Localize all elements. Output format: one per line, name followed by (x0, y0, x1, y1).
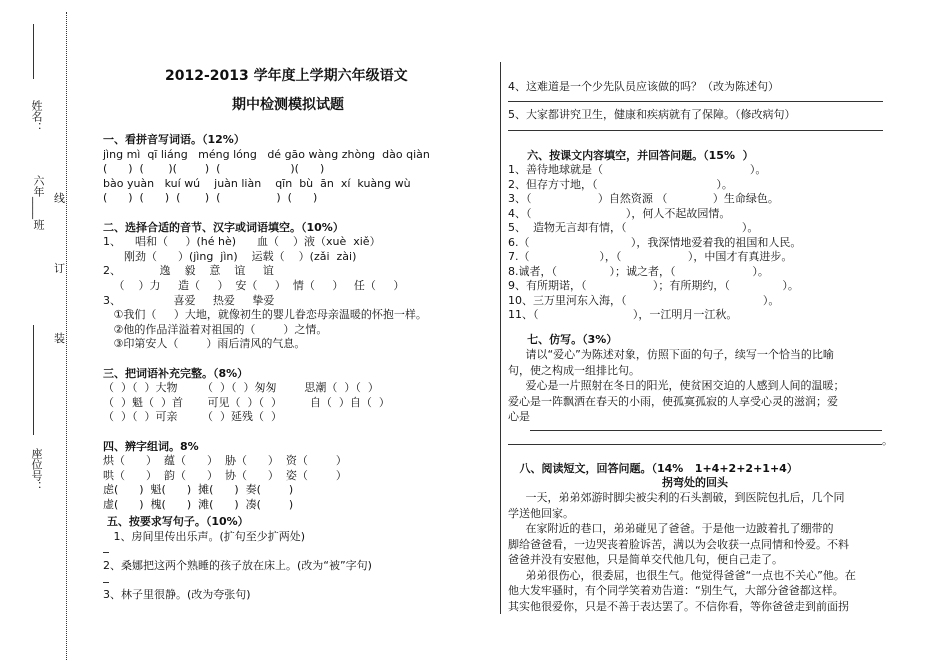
section8-line: 脚给爸爸看，一边哭丧着脸诉苦，满以为会收获一点同情和怜爱。不料 (508, 537, 849, 551)
section8-line: 他大发牢骚时，有个同学笑着劝告道：“别生气，大部分爸爸都这样。 (508, 584, 844, 597)
seat-label: 座位号： (30, 448, 43, 492)
section6-line: 8.诚者，（ ）；诚之者，（ ）。 (508, 264, 769, 278)
left-column-line: ①我们（ ）大地，就像初生的婴儿眷恋母亲温暖的怀抱一样。 (103, 308, 427, 322)
left-column-line: ( ) ( )( ) ( )( ) (103, 162, 325, 176)
left-column-line: 三、把词语补充完整。（8%） (103, 366, 249, 380)
left-column-line: （ ）（ ）大物 （ ）（ ）匆匆 思潮（ ）（ ） (103, 381, 379, 395)
name-blank-line (33, 24, 34, 79)
section7-line: 爱心是一片照射在冬日的阳光，使贫困交迫的人感到人间的温暖； (508, 379, 845, 392)
section6-line: 5、 造物无言却有情，（ ）。 (508, 221, 759, 234)
left-column-line: （ ）魁（ ）首 可见（ ）（ ） 自（ ）自（ ） (103, 395, 390, 409)
answer-line-4 (508, 101, 883, 102)
name-label: 姓名： (30, 100, 43, 133)
section8-line: 在家附近的巷口，弟弟碰见了爸爸。于是他一边跛着扎了绷带的 (508, 522, 834, 535)
left-column-line: jìng mì qī liáng méng lóng dé gāo wàng zhòng dào qiàn (103, 147, 430, 161)
column-divider (500, 62, 501, 614)
section8-line: 弟弟很伤心，很委屈，也很生气。他觉得爸爸“一点也不关心”他。在 (508, 568, 856, 582)
left-column-line: 1、 唱和（ ）(hé hè) 血（ ）液（xuè xiě） (103, 235, 381, 249)
section5-item-5: 5、大家都讲究卫生，健康和疾病就有了保障。（修改病句） (508, 108, 796, 121)
section6-line: 2、但存方寸地，（ ）。 (508, 177, 733, 191)
section8-line: 一天，弟弟郊游时脚尖被尖利的石头割破，到医院包扎后，几个同 (508, 491, 845, 504)
section5-item-1: 1、房间里传出乐声。(扩句至少扩两处) (103, 530, 306, 543)
section5-heading: 五、按要求写句子。（10%） (103, 515, 249, 528)
section6-line: 3、（ ）自然资源 （ ）生命绿色。 (508, 192, 779, 205)
section5-item-2: 2、桑娜把这两个熟睡的孩子放在床上。(改为“被”字句) (103, 559, 372, 572)
left-column-line: ( ) ( ) ( ) ( ) ( ) (103, 191, 318, 205)
left-column-line: 哄（ ） 韵（ ） 协（ ） 姿（ ） (103, 468, 347, 482)
section6-line: 7.（ ），（ ），中国才有真进步。 (508, 250, 793, 263)
left-column-line: 虚( ) 槐( ) 滩( ) 凑( ) (103, 498, 294, 511)
section7-line: 心是 (508, 410, 530, 423)
answer-line-7-1 (530, 430, 882, 431)
seat-blank-line (33, 325, 34, 435)
left-column-line: （ ）力 造（ ） 安（ ） 情（ ） 任（ ） (103, 279, 405, 292)
section6-heading: 六、按课文内容填空，并回答问题。（15% ） (508, 149, 754, 162)
binding-dotted-line (66, 12, 67, 660)
seal-char-zhuang: 装 (54, 332, 65, 345)
section6-line: 1、善待地球就是（ ）。 (508, 163, 767, 176)
left-column-line: 四、辨字组词。8% (103, 439, 199, 453)
section7-heading: 七、仿写。（3%） (508, 333, 618, 346)
section7-line: 句，使之构成一组排比句。 (508, 363, 640, 377)
seal-char-ding: 订 (54, 262, 65, 275)
section8-line: 爸爸并没有安慰他，只是简单交代他几句，便自己走了。 (508, 553, 783, 566)
section6-line: 9、有所期诺，（ ）；有所期约，（ ）。 (508, 279, 799, 292)
section8-heading: 八、阅读短文，回答问题。（14% 1+4+2+2+1+4） (508, 462, 798, 475)
answer-line-5-1 (103, 552, 109, 553)
section7-end-mark: 。 (882, 434, 893, 447)
section6-line: 10、三万里河东入海，（ ）。 (508, 293, 780, 307)
class-label: 六年____班 (32, 175, 45, 230)
section6-line: 4、（ ），何人不起故园情。 (508, 206, 731, 220)
left-column-line: ③印第安人（ ）雨后清风的气息。 (103, 337, 306, 351)
left-column-line: 刚劲（ ）(jìng jìn) 运载（ ）(zǎi zài) (103, 249, 357, 263)
answer-line-5-2 (103, 582, 109, 583)
section5-item-4: 4、这难道是一个少先队员应该做的吗？（改为陈述句） (508, 80, 779, 93)
exam-title-line1: 2012-2013 学年度上学期六年级语文 (165, 68, 408, 84)
answer-line-7-2 (508, 444, 882, 445)
seal-char-line: 线 (54, 192, 65, 205)
section7-line: 请以“爱心”为陈述对象，仿照下面的句子，续写一个恰当的比喻 (508, 348, 834, 361)
answer-line-5 (508, 130, 883, 131)
left-column-line: bào yuàn kuí wú juàn liàn qīn bù ān xí kuàng wù (103, 176, 411, 190)
section6-line: 6.（ ），我深情地爱着我的祖国和人民。 (508, 235, 802, 249)
section8-line: 其实他很爱你，只是不善于表达罢了。不信你看，等你爸爸走到前面拐 (508, 599, 849, 613)
section6-line: 11、（ ），一江明月一江秋。 (508, 308, 738, 321)
story-title: 拐弯处的回头 (662, 476, 728, 489)
section7-line: 爱心是一阵飘洒在春天的小雨，使孤寞孤寂的人享受心灵的滋润；爱 (508, 394, 838, 408)
left-column-line: 3、 喜爱 热爱 挚爱 (103, 293, 275, 307)
left-column-line: ②他的作品洋溢着对祖国的（ ）之情。 (103, 322, 328, 336)
section8-line: 学送他回家。 (508, 506, 574, 520)
section5-item-3: 3、林子里很静。(改为夸张句) (103, 588, 251, 601)
left-column-line: 烘（ ） 蕴（ ） 胁（ ） 资（ ） (103, 454, 347, 468)
left-column-line: （ ）（ ）可亲 （ ）延残（ ） (103, 410, 282, 424)
left-column-line: 二、选择合适的音节、汉字或词语填空。（10%） (103, 220, 344, 234)
left-column-line: 一、看拼音写词语。（12%） (103, 133, 245, 146)
left-column-line: 虑( ) 魁( ) 摊( ) 奏( ) (103, 483, 294, 497)
left-column-line: 2、 逸 毅 意 谊 谊 (103, 264, 274, 278)
exam-title-line2: 期中检测模拟试题 (232, 97, 344, 113)
